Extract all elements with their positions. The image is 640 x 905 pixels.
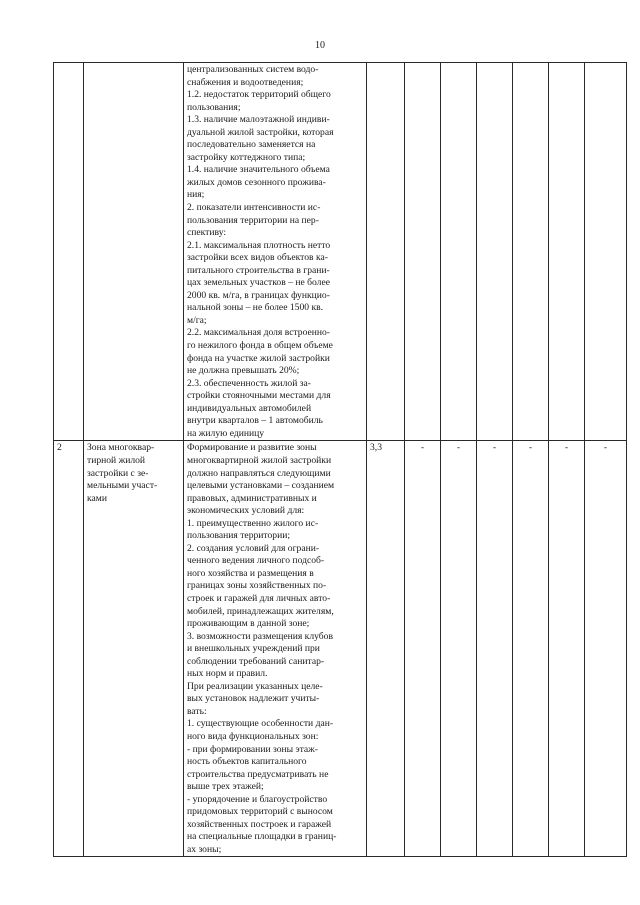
- text-line: вать:: [187, 705, 207, 717]
- text-line: на специальные площадки в границ-: [187, 831, 337, 843]
- value-cell: -: [585, 441, 627, 857]
- text-line: жилых домов сезонного прожива-: [187, 176, 326, 188]
- text-line: на жилую единицу: [187, 427, 265, 439]
- text-line: 2. показатели интенсивности ис-: [187, 202, 321, 214]
- text-line: застройки всех видов объектов ка-: [187, 252, 328, 264]
- text-line: Зона многоквар-: [87, 442, 155, 454]
- text-line: 1.4. наличие значительного объема: [187, 164, 330, 176]
- text-line: строительства предусматривать не: [187, 768, 329, 780]
- text-line: цах земельных участков – не более: [187, 277, 330, 289]
- text-line: нальной зоны – не более 1500 кв.: [187, 302, 324, 314]
- text-line: 1.2. недостаток территорий общего: [187, 89, 331, 101]
- text-line: 3. возможности размещения клубов: [187, 630, 334, 642]
- zone-name-cell: [84, 63, 184, 441]
- text-line: правовых, административных и: [187, 492, 317, 504]
- text-line: - упорядочение и благоустройство: [187, 793, 328, 805]
- table-row: [54, 441, 627, 857]
- text-line: - при формировании зоны этаж-: [187, 743, 319, 755]
- text-line: 1. существующие особенности дан-: [187, 718, 334, 730]
- text-line: стройки стояночными местами для: [187, 390, 331, 402]
- text-line: ного вида функциональных зон:: [187, 730, 319, 742]
- text-line: не должна превышать 20%;: [187, 365, 300, 377]
- value-cell: [405, 63, 441, 441]
- text-line: питального строительства в грани-: [187, 264, 330, 276]
- description-cell: [184, 441, 367, 857]
- zones-table: [53, 62, 627, 857]
- text-line: строек и гаражей для личных авто-: [187, 592, 331, 604]
- text-line: мельными участ-: [87, 480, 158, 492]
- text-line: пользования;: [187, 101, 241, 113]
- row-number-cell: [54, 63, 84, 441]
- text-line: вых установок надлежит учиты-: [187, 693, 320, 705]
- text-line: целевыми установками – созданием: [187, 480, 335, 492]
- text-line: ченного ведения личного подсоб-: [187, 555, 325, 567]
- text-line: 1.3. наличие малоэтажной индиви-: [187, 114, 330, 126]
- text-line: дуальной жилой застройки, которая: [187, 126, 334, 138]
- value-cell: -: [477, 441, 513, 857]
- text-line: ками: [87, 492, 107, 504]
- text-line: ного хозяйства и размещения в: [187, 567, 314, 579]
- row-number-cell: 2: [54, 441, 84, 857]
- value-cell: [367, 63, 405, 441]
- text-line: централизованных систем водо-: [187, 64, 319, 75]
- text-line: должно направляться следующими: [187, 467, 331, 479]
- text-line: го нежилого фонда в общем объеме: [187, 340, 333, 352]
- text-line: 2. создания условий для ограни-: [187, 542, 320, 554]
- text-line: и внешкольных учреждений при: [187, 643, 320, 655]
- text-line: ния;: [187, 189, 205, 201]
- text-line: мобилей, принадлежащих жителям,: [187, 605, 334, 617]
- description-cell: [184, 63, 367, 441]
- value-cell: -: [513, 441, 549, 857]
- text-line: хозяйственных построек и гаражей: [187, 818, 332, 830]
- text-line: ность объектов капитального: [187, 756, 307, 768]
- value-cell: [549, 63, 585, 441]
- zone-name-cell: [84, 441, 184, 857]
- text-line: застройку коттеджного типа;: [187, 151, 306, 163]
- text-line: ных норм и правил.: [187, 668, 268, 680]
- text-line: тирной жилой: [87, 454, 146, 466]
- value-cell: [585, 63, 627, 441]
- text-line: пользования территории;: [187, 530, 291, 542]
- text-line: фонда на участке жилой застройки: [187, 352, 330, 364]
- page-number: 10: [315, 40, 325, 51]
- text-line: ах зоны;: [187, 843, 222, 855]
- value-cell: -: [549, 441, 585, 857]
- text-line: спективу:: [187, 227, 227, 239]
- value-cell: [513, 63, 549, 441]
- text-line: 1. преимущественно жилого ис-: [187, 517, 319, 529]
- text-line: Формирование и развитие зоны: [187, 442, 317, 454]
- table-row: [54, 63, 627, 441]
- text-line: границах зоны хозяйственных по-: [187, 580, 327, 592]
- value-cell: [477, 63, 513, 441]
- text-line: придомовых территорий с выносом: [187, 806, 333, 818]
- text-line: экономических условий для:: [187, 505, 305, 517]
- text-line: последовательно заменяется на: [187, 139, 316, 151]
- value-cell: [441, 63, 477, 441]
- text-line: 2.3. обеспеченность жилой за-: [187, 377, 311, 389]
- text-line: соблюдении требований санитар-: [187, 655, 325, 667]
- text-line: проживающим в данной зоне;: [187, 618, 310, 630]
- value-cell: -: [405, 441, 441, 857]
- text-line: снабжения и водоотведения;: [187, 76, 304, 88]
- value-cell: 3,3: [367, 441, 405, 857]
- text-line: При реализации указанных целе-: [187, 680, 323, 692]
- text-line: м/га;: [187, 314, 207, 326]
- text-line: 2.2. максимальная доля встроенно-: [187, 327, 331, 339]
- text-line: 2.1. максимальная плотность нетто: [187, 239, 331, 251]
- text-line: выше трех этажей;: [187, 781, 264, 793]
- text-line: многоквартирной жилой застройки: [187, 454, 332, 466]
- text-line: 2000 кв. м/га, в границах функцио-: [187, 289, 330, 301]
- value-cell: -: [441, 441, 477, 857]
- text-line: внутри кварталов – 1 автомобиль: [187, 415, 323, 427]
- text-line: застройки с зе-: [87, 467, 149, 479]
- text-line: пользования территории на пер-: [187, 214, 319, 226]
- text-line: индивидуальных автомобилей: [187, 402, 312, 414]
